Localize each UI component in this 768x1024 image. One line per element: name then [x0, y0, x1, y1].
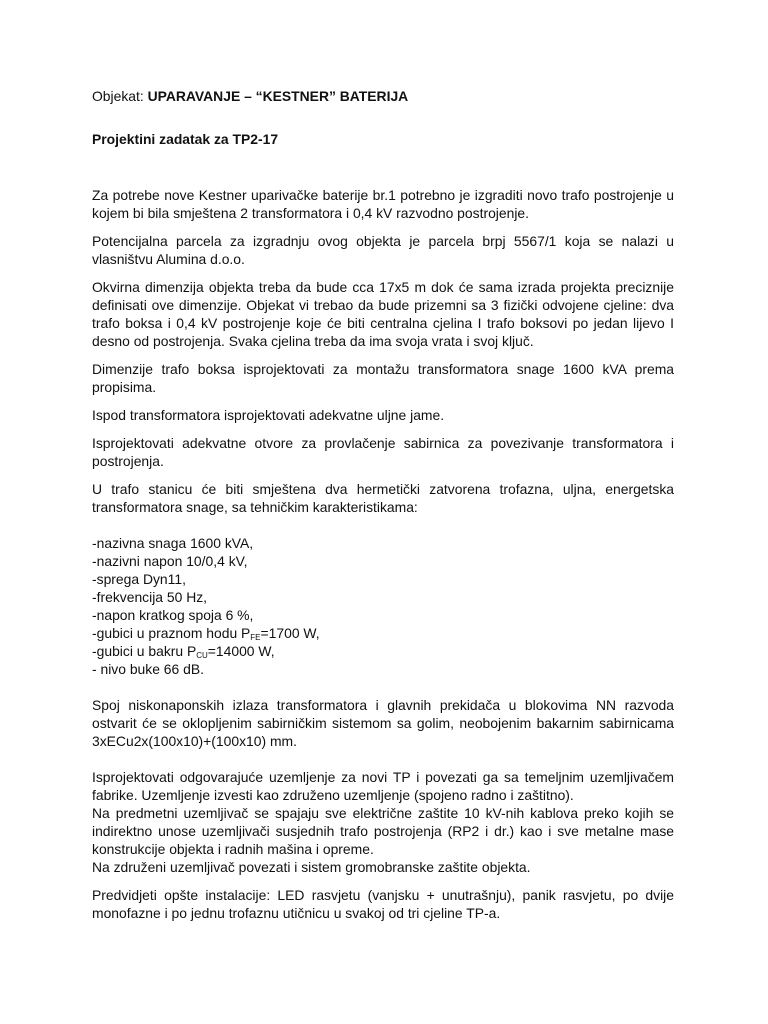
paragraph-installations: Predvidjeti opšte instalacije: LED rasvjetu (vanjsku + unutrašnju), panik rasvjetu, po dvije monofazne i po jednu trofaznu utičnicu u svakoj od tri cjeline TP-a. — [92, 887, 674, 921]
spec-item-short-circuit: -napon kratkog spoja 6 %, — [92, 607, 254, 623]
spec-item-voltage: -nazivni napon 10/0,4 kV, — [92, 553, 248, 569]
spec-list — [92, 534, 674, 678]
spec-no-load-prefix: -gubici u praznom hodu P — [92, 625, 251, 641]
spec-item-frequency: -frekvencija 50 Hz, — [92, 589, 208, 605]
paragraph-busbar-openings: Isprojektovati adekvatne otvore za provlačenje sabirnica za povezivanje transformatora i postrojenja. — [92, 435, 674, 469]
paragraph-lightning: Na združeni uzemljivač povezati i sistem gromobranske zaštite objekta. — [92, 859, 531, 875]
spec-item-power: -nazivna snaga 1600 kVA, — [92, 535, 254, 551]
spec-no-load-sub: FE — [250, 633, 261, 642]
spec-item-coupling: -sprega Dyn11, — [92, 571, 186, 587]
paragraph-grounding: Isprojektovati odgovarajuće uzemljenje za novi TP i povezati ga sa temeljnim uzemljivačem fabrike. Uzemljenje izvesti kao združeno uzemljenje (spojeno radno i zaštitno). — [92, 769, 674, 803]
object-name: UPARAVANJE – “KESTNER” BATERIJA — [147, 88, 409, 104]
paragraph-parcel: Potencijalna parcela za izgradnju ovog objekta je parcela brpj 5567/1 koja se nalazi u vlasništvu Alumina d.o.o. — [92, 233, 674, 267]
spec-copper-suffix: =14000 W, — [207, 643, 275, 659]
spec-item-copper-loss — [92, 642, 674, 660]
object-heading — [92, 87, 674, 105]
paragraph-trafo-box: Dimenzije trafo boksa isprojektovati za montažu transformatora snage 1600 kVA prema propisima. — [92, 361, 674, 395]
spec-copper-sub: CU — [196, 651, 208, 660]
paragraph-grounding-connections: Na predmetni uzemljivač se spajaju sve električne zaštite 10 kV-nih kablova preko kojih se indirektno unose uzemljivači susjednih trafo postrojenja (RP2 i dr.) kao i sve metalne mase konstrukcije objekta i radnih mašina i opreme. — [92, 805, 674, 857]
paragraph-busbar-system: Spoj niskonaponskih izlaza transformatora i glavnih prekidača u blokovima NN razvoda ostvarit će se oklopljenim sabirničkim sistemom sa golim, neobojenim bakarnim sabirnicama 3xECu2x(100x10)+(100x10) mm. — [92, 697, 674, 749]
spec-item-no-load-loss — [92, 624, 674, 642]
paragraph-dimensions: Okvirna dimenzija objekta treba da bude cca 17x5 m dok će sama izrada projekta preciznije definisati ove dimenzije. Objekat vi trebao da bude prizemni sa 3 fizički odvojene cjeline: dva trafo boksa i 0,4 kV postrojenje koje će biti centralna cjelina I trafo boksovi po jedan lijevo I desno od postrojenja. Svaka cjelina treba da ima svoja vrata i svoj ključ. — [92, 279, 674, 349]
task-title: Projektini zadatak za TP2-17 — [92, 131, 279, 147]
paragraph-oil-pits: Ispod transformatora isprojektovati adekvatne uljne jame. — [92, 407, 445, 423]
paragraph-transformers: U trafo stanicu će biti smještena dva hermetički zatvorena trofazna, uljna, energetska transformatora snage, sa tehničkim karakteristikama: — [92, 481, 674, 515]
spec-copper-prefix: -gubici u bakru P — [92, 643, 197, 659]
paragraph-intro: Za potrebe nove Kestner uparivačke baterije br.1 potrebno je izgraditi novo trafo postrojenje u kojem bi bila smještena 2 transformatora i 0,4 kV razvodno postrojenje. — [92, 187, 674, 221]
spec-item-noise: - nivo buke 66 dB. — [92, 661, 204, 677]
spec-no-load-suffix: =1700 W, — [260, 625, 320, 641]
object-label: Objekat: — [92, 88, 144, 104]
document-body — [92, 87, 674, 922]
grounding-section — [92, 768, 674, 876]
